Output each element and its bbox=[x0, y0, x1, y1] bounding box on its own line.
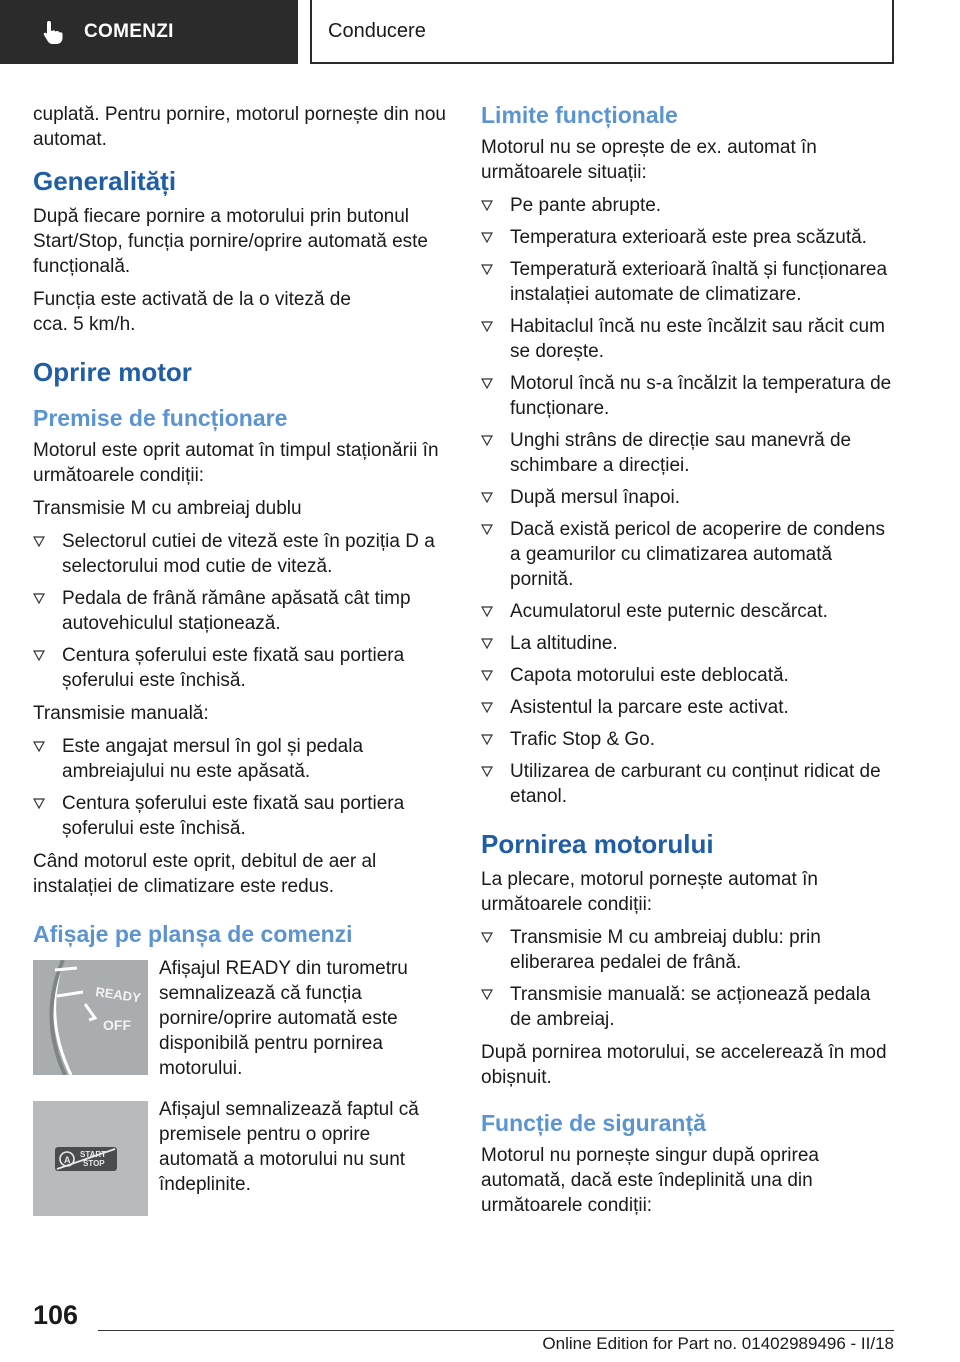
triangle-bullet-icon bbox=[481, 264, 493, 275]
limits-paragraph: Motorul nu se oprește de ex. automat în următoarele situații: bbox=[481, 137, 817, 183]
list-item: Pedala de frână rămâne apăsată cât timp autovehiculul staționează. bbox=[33, 586, 451, 636]
heading-limits: Limite funcționale bbox=[481, 102, 678, 128]
triangle-bullet-icon bbox=[481, 638, 493, 649]
triangle-bullet-icon bbox=[481, 492, 493, 503]
triangle-bullet-icon bbox=[33, 593, 45, 604]
dct-label: Transmisie M cu ambreiaj dublu bbox=[33, 498, 302, 519]
list-item: Capota motorului este deblocată. bbox=[481, 663, 895, 688]
list-item: La altitudine. bbox=[481, 631, 895, 656]
list-item: Selectorul cutiei de viteză este în poziția D a selectorului mod cutie de viteză. bbox=[33, 529, 451, 579]
intro-text: cuplată. Pentru pornire, motorul pornește din nou automat. bbox=[33, 104, 446, 150]
triangle-bullet-icon bbox=[481, 702, 493, 713]
triangle-bullet-icon bbox=[481, 670, 493, 681]
heading-prerequisites: Premise de funcționare bbox=[33, 405, 288, 431]
hand-pointer-icon bbox=[40, 19, 66, 45]
list-item: Utilizarea de carburant cu conținut ridicat de etanol. bbox=[481, 759, 895, 809]
ready-display-text: Afișajul READY din turometru semnalizează că funcția pornire/oprire automată este disponibilă pentru pornirea motorului. bbox=[159, 958, 408, 1079]
heading-engine-start: Pornirea motorului bbox=[481, 829, 714, 859]
dct-list bbox=[33, 529, 451, 693]
triangle-bullet-icon bbox=[481, 435, 493, 446]
triangle-bullet-icon bbox=[481, 232, 493, 243]
list-item: Motorul încă nu s-a încălzit la temperatura de funcționare. bbox=[481, 371, 895, 421]
stop-note: Când motorul este oprit, debitul de aer al instalației de climatizare este redus. bbox=[33, 851, 377, 897]
prereq-paragraph: Motorul este oprit automat în timpul staționării în următoarele condiții: bbox=[33, 440, 439, 486]
start-after-text: După pornirea motorului, se accelerează în mod obișnuit. bbox=[481, 1042, 887, 1088]
svg-text:OFF: OFF bbox=[103, 1017, 131, 1033]
chapter-tab[interactable] bbox=[310, 0, 894, 64]
limits-list bbox=[481, 193, 895, 809]
heading-safety: Funcție de siguranță bbox=[481, 1110, 706, 1136]
heading-displays: Afișaje pe planșa de comenzi bbox=[33, 921, 353, 947]
tachometer-icon bbox=[33, 960, 148, 1075]
list-item: Temperatură exterioară înaltă și funcționarea instalației automate de climatizare. bbox=[481, 257, 895, 307]
list-item: Habitaclul încă nu este încălzit sau răcit cum se dorește. bbox=[481, 314, 895, 364]
triangle-bullet-icon bbox=[481, 734, 493, 745]
list-item: Acumulatorul este puternic descărcat. bbox=[481, 599, 895, 624]
page-number: 106 bbox=[33, 1300, 79, 1330]
triangle-bullet-icon bbox=[481, 524, 493, 535]
manual-list bbox=[33, 734, 451, 841]
ready-display-figure bbox=[33, 960, 451, 1081]
triangle-bullet-icon bbox=[481, 766, 493, 777]
auto-start-stop-off-icon bbox=[33, 1101, 148, 1216]
list-item: Dacă există pericol de acoperire de condens a geamurilor cu climatizarea automată pornită. bbox=[481, 517, 895, 592]
list-item: Asistentul la parcare este activat. bbox=[481, 695, 895, 720]
list-item: După mersul înapoi. bbox=[481, 485, 895, 510]
list-item: Trafic Stop & Go. bbox=[481, 727, 895, 752]
heading-engine-stop: Oprire motor bbox=[33, 357, 192, 387]
start-stop-display-figure bbox=[33, 1101, 451, 1216]
list-item: Centura șoferului este fixată sau portiera șoferului este închisă. bbox=[33, 791, 451, 841]
general-paragraph-2: Funcția este activată de la o viteză de cca. 5 km/h. bbox=[33, 289, 351, 335]
triangle-bullet-icon bbox=[33, 741, 45, 752]
svg-text:START: START bbox=[80, 1150, 107, 1159]
svg-text:READY: READY bbox=[94, 984, 142, 1006]
start-paragraph: La plecare, motorul pornește automat în următoarele condiții: bbox=[481, 869, 818, 915]
list-item: Temperatura exterioară este prea scăzută. bbox=[481, 225, 895, 250]
triangle-bullet-icon bbox=[481, 378, 493, 389]
safety-paragraph: Motorul nu pornește singur după oprirea automată, dacă este îndeplinită una din următoarele condiții: bbox=[481, 1145, 819, 1216]
edition-text: Online Edition for Part no. 01402989496 - II/18 bbox=[542, 1334, 894, 1353]
triangle-bullet-icon bbox=[481, 200, 493, 211]
section-tab[interactable] bbox=[0, 0, 298, 64]
left-column bbox=[33, 102, 451, 1236]
general-paragraph-1: După fiecare pornire a motorului prin butonul Start/Stop, funcția pornire/oprire automată este funcțională. bbox=[33, 206, 428, 277]
manual-label: Transmisie manuală: bbox=[33, 703, 209, 724]
chapter-title: Conducere bbox=[328, 19, 426, 42]
heading-general: Generalități bbox=[33, 166, 177, 196]
start-stop-display-text: Afișajul semnalizează faptul că premisele pentru o oprire automată a motorului nu sunt îndeplinite. bbox=[159, 1099, 419, 1195]
triangle-bullet-icon bbox=[481, 989, 493, 1000]
triangle-bullet-icon bbox=[481, 321, 493, 332]
list-item: Este angajat mersul în gol și pedala ambreiajului nu este apăsată. bbox=[33, 734, 451, 784]
list-item: Pe pante abrupte. bbox=[481, 193, 895, 218]
triangle-bullet-icon bbox=[481, 606, 493, 617]
start-stop-display-image bbox=[33, 1101, 148, 1216]
triangle-bullet-icon bbox=[33, 798, 45, 809]
ready-display-image bbox=[33, 960, 148, 1075]
right-column bbox=[481, 102, 895, 1226]
start-list bbox=[481, 925, 895, 1032]
footer-divider bbox=[98, 1330, 894, 1331]
list-item: Centura șoferului este fixată sau portiera șoferului este închisă. bbox=[33, 643, 451, 693]
list-item: Transmisie M cu ambreiaj dublu: prin eliberarea pedalei de frână. bbox=[481, 925, 895, 975]
list-item: Unghi strâns de direcție sau manevră de schimbare a direcției. bbox=[481, 428, 895, 478]
svg-text:STOP: STOP bbox=[83, 1159, 105, 1168]
triangle-bullet-icon bbox=[33, 650, 45, 661]
triangle-bullet-icon bbox=[33, 536, 45, 547]
section-tab-label: COMENZI bbox=[84, 21, 174, 42]
svg-text:A: A bbox=[64, 1155, 71, 1165]
triangle-bullet-icon bbox=[481, 932, 493, 943]
list-item: Transmisie manuală: se acționează pedala de ambreiaj. bbox=[481, 982, 895, 1032]
